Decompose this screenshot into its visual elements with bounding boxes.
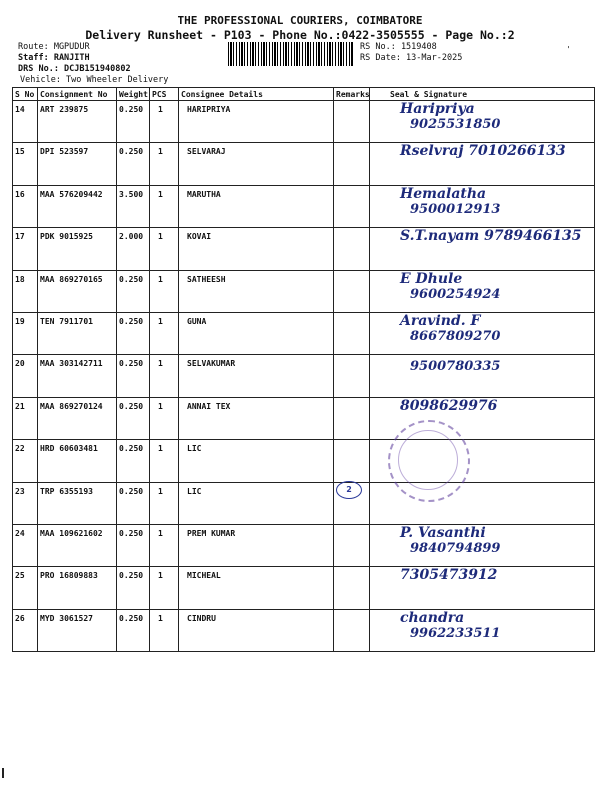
cell-pcs: 1 [150,143,179,185]
table-row [13,101,595,143]
signature-text: 8098629976 [400,397,498,414]
signature-phone: 9500012913 [410,201,501,217]
cell-sno: 22 [13,440,38,482]
cell-pcs: 1 [150,482,179,524]
cell-consignment: TEN 7911701 [38,312,117,354]
cell-consignment: MAA 869270124 [38,397,117,439]
cell-remarks [334,101,370,143]
cell-consignment: PDK 9015925 [38,228,117,270]
cell-weight: 3.500 [117,185,150,227]
cell-remarks [334,397,370,439]
cell-consignment: ART 239875 [38,101,117,143]
cell-weight: 0.250 [117,312,150,354]
barcode-image [228,42,354,66]
cell-signature [370,101,595,143]
cell-consignee: MARUTHA [179,185,334,227]
runsheet-meta-left [18,42,168,86]
signature-phone: 8667809270 [410,328,501,344]
cell-signature [370,482,595,524]
table-row [13,440,595,482]
cell-consignee: ANNAI TEX [179,397,334,439]
cell-weight: 0.250 [117,609,150,651]
signature-text: E Dhule [400,270,463,287]
cell-consignee: PREM KUMAR [179,524,334,566]
signature-phone: 9600254924 [410,286,501,302]
cell-sno: 21 [13,397,38,439]
signature-phone: 9025531850 [410,117,501,132]
signature-text: Haripriya [400,101,475,117]
cell-sno: 20 [13,355,38,397]
staff-label: Staff: RANJITH [18,53,90,63]
cell-signature [370,567,595,609]
cell-signature [370,355,595,397]
col-pcs: PCS [150,88,179,101]
cell-remarks [334,609,370,651]
col-weight: Weight [117,88,150,101]
cell-consignee: GUNA [179,312,334,354]
cell-sno: 18 [13,270,38,312]
cell-sno: 19 [13,312,38,354]
cell-remarks [334,355,370,397]
cell-consignment: MAA 109621602 [38,524,117,566]
cell-consignment: MAA 869270165 [38,270,117,312]
cell-consignment: MYD 3061527 [38,609,117,651]
signature-phone: 9840794899 [410,540,501,556]
cell-remarks [334,143,370,185]
table-row [13,143,595,185]
runsheet-meta-right [360,42,462,64]
signature-text: Rselvraj 7010266133 [400,143,566,160]
cell-sno: 26 [13,609,38,651]
cell-sno: 25 [13,567,38,609]
table-row [13,270,595,312]
table-row [13,228,595,270]
cell-consignee: MICHEAL [179,567,334,609]
cell-weight: 0.250 [117,101,150,143]
cell-consignment: MAA 303142711 [38,355,117,397]
signature-text: 7305473912 [400,567,498,584]
cell-consignment: TRP 6355193 [38,482,117,524]
cell-pcs: 1 [150,567,179,609]
cell-pcs: 1 [150,609,179,651]
tick-mark: ' [566,45,571,54]
cell-pcs: 1 [150,101,179,143]
cell-pcs: 1 [150,185,179,227]
signature-text: P. Vasanthi [400,524,486,541]
vehicle-label: Vehicle: Two Wheeler Delivery [20,75,169,85]
drs-label: DRS No.: DCJB151940802 [18,64,131,74]
cell-weight: 0.250 [117,270,150,312]
cell-weight: 0.250 [117,567,150,609]
runsheet-subtitle: Delivery Runsheet - P103 - Phone No.:0422-3505555 - Page No.:2 [85,28,515,42]
cell-sno: 15 [13,143,38,185]
cell-consignee: CINDRU [179,609,334,651]
cell-remarks [334,524,370,566]
cell-pcs: 1 [150,312,179,354]
table-row [13,312,595,354]
table-row [13,355,595,397]
cell-signature [370,270,595,312]
cell-remarks [334,312,370,354]
cell-weight: 0.250 [117,397,150,439]
cell-pcs: 1 [150,228,179,270]
runsheet-header [0,14,600,42]
cell-consignee: KOVAI [179,228,334,270]
runsheet-table [12,87,595,652]
cell-weight: 0.250 [117,440,150,482]
cell-pcs: 1 [150,524,179,566]
cell-remarks [334,228,370,270]
cell-signature [370,524,595,566]
cell-sno: 17 [13,228,38,270]
cell-signature [370,185,595,227]
col-signature: Seal & Signature [370,88,595,101]
cell-sno: 24 [13,524,38,566]
cell-consignment: HRD 60603481 [38,440,117,482]
cell-consignment: MAA 576209442 [38,185,117,227]
col-consignee: Consignee Details [179,88,334,101]
cell-remarks [334,567,370,609]
cell-weight: 0.250 [117,143,150,185]
rs-number: RS No.: 1519408 [360,42,437,52]
cell-sno: 23 [13,482,38,524]
cell-sno: 16 [13,185,38,227]
cell-consignee: SELVAKUMAR [179,355,334,397]
signature-text: Hemalatha [400,185,487,202]
cell-consignment: PRO 16809883 [38,567,117,609]
cell-sno: 14 [13,101,38,143]
route-label: Route: MGPUDUR [18,42,90,52]
cell-pcs: 1 [150,355,179,397]
cell-weight: 0.250 [117,355,150,397]
cell-remarks [334,270,370,312]
signature-phone: 9500780335 [410,359,501,375]
company-title: THE PROFESSIONAL COURIERS, COIMBATORE [177,14,423,27]
table-row [13,609,595,651]
col-remarks: Remarks [334,88,370,101]
col-consignment: Consignment No [38,88,117,101]
cell-signature [370,609,595,651]
signature-phone: 9962233511 [410,625,501,641]
cell-consignee: SELVARAJ [179,143,334,185]
col-sno: S No [13,88,38,101]
cell-signature [370,143,595,185]
signature-text: chandra [400,609,465,626]
cell-pcs: 1 [150,270,179,312]
table-row [13,185,595,227]
cell-weight: 0.250 [117,524,150,566]
table-row [13,567,595,609]
rs-date: RS Date: 13-Mar-2025 [360,53,463,63]
remark-circle: 2 [336,481,362,499]
cell-consignment: DPI 523597 [38,143,117,185]
cell-consignee: SATHEESH [179,270,334,312]
cell-weight: 0.250 [117,482,150,524]
table-row [13,524,595,566]
cell-signature [370,440,595,482]
signature-text: Aravind. F [400,312,481,329]
cell-consignee: LIC [179,440,334,482]
cell-pcs: 1 [150,397,179,439]
cell-consignee: LIC [179,482,334,524]
cell-consignee: HARIPRIYA [179,101,334,143]
cell-signature [370,228,595,270]
table-header-row [13,88,595,101]
edge-mark [2,768,4,778]
cell-remarks [334,482,370,524]
table-row [13,482,595,524]
cell-weight: 2.000 [117,228,150,270]
table-row [13,397,595,439]
cell-pcs: 1 [150,440,179,482]
signature-text: S.T.nayam 9789466135 [400,228,582,245]
cell-remarks [334,185,370,227]
cell-remarks [334,440,370,482]
cell-signature [370,312,595,354]
